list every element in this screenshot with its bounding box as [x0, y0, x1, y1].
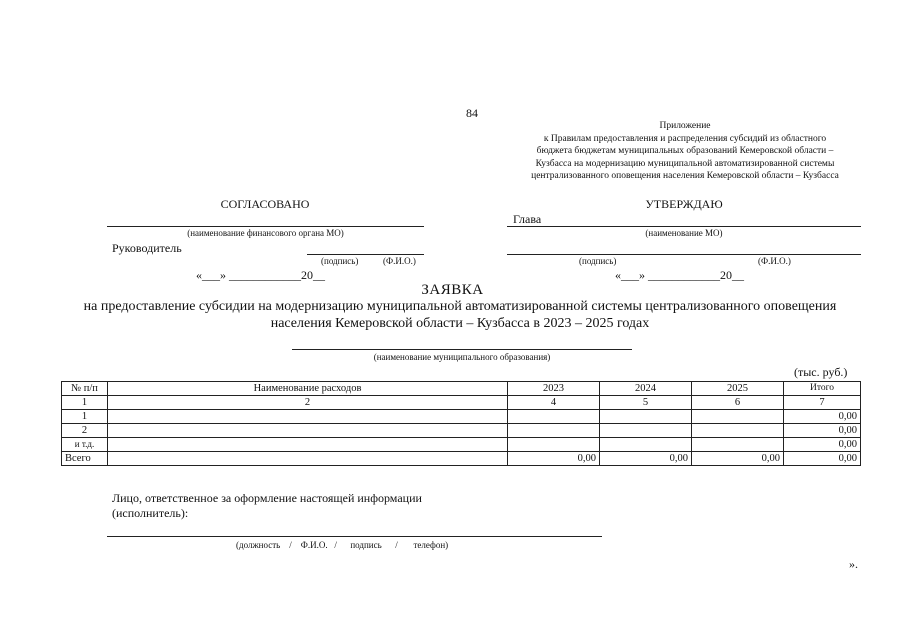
header-cell-2025: 2025	[692, 382, 784, 396]
document-title: ЗАЯВКА	[421, 282, 484, 298]
left-sign-line	[307, 254, 424, 255]
expenses-table	[61, 381, 861, 466]
mo-name-line	[507, 226, 861, 227]
appendix-line: централизованного оповещения населения Кемеровской области – Кузбасса	[531, 171, 839, 181]
left-fio-caption: (Ф.И.О.)	[383, 256, 416, 266]
table-cell: 0,00	[784, 438, 861, 452]
total-row	[62, 452, 861, 466]
table-cell	[508, 424, 600, 438]
total-label: Всего	[62, 452, 108, 466]
table-cell	[692, 424, 784, 438]
table-cell: 1	[62, 396, 108, 410]
table-cell	[108, 424, 508, 438]
table-row	[62, 410, 861, 424]
responsible-caption: (должность / Ф.И.О. / подпись / телефон)	[236, 540, 449, 550]
header-cell-name: Наименование расходов	[108, 382, 508, 396]
column-number-row	[62, 396, 861, 410]
closing-quote: ».	[849, 557, 858, 571]
table-cell: 1	[62, 410, 108, 424]
header-cell-2023: 2023	[508, 382, 600, 396]
fin-org-caption: (наименование финансового органа МО)	[187, 228, 344, 238]
table-cell	[600, 410, 692, 424]
mo-name-caption: (наименование МО)	[645, 228, 723, 238]
header-cell-2024: 2024	[600, 382, 692, 396]
responsible-line-2: (исполнитель):	[112, 506, 189, 520]
approval-heading: СОГЛАСОВАНО	[220, 197, 310, 211]
appendix-line: к Правилам предоставления и распределения субсидий из областного	[543, 133, 827, 144]
responsible-line-1: Лицо, ответственное за оформление настоящей информации	[112, 491, 422, 505]
table-cell	[508, 410, 600, 424]
table-cell: 5	[600, 396, 692, 410]
table-cell: 0,00	[784, 410, 861, 424]
approve-heading: УТВЕРЖДАЮ	[645, 197, 723, 211]
page-number: 84	[466, 106, 478, 120]
responsible-signature-line	[107, 536, 602, 537]
appendix-line: Приложение	[659, 121, 711, 131]
table-cell: 2	[108, 396, 508, 410]
municipality-caption: (наименование муниципального образования)	[373, 352, 551, 362]
right-fio-caption: (Ф.И.О.)	[758, 256, 791, 266]
table-row	[62, 438, 861, 452]
table-cell: 2	[62, 424, 108, 438]
table-header-row	[62, 382, 861, 396]
right-sign-line	[507, 254, 861, 255]
table-cell: 6	[692, 396, 784, 410]
document-subtitle: на предоставление субсидии на модернизацию муниципальной автоматизированной системы централизованного оповещения населения Кемеровской области – Кузбасса в 2023 – 2025 годах	[83, 299, 837, 331]
table-cell	[600, 424, 692, 438]
table-cell	[600, 438, 692, 452]
table-cell: и т.д.	[62, 438, 108, 452]
left-sign-caption: (подпись)	[321, 256, 359, 266]
table-cell: 0,00	[784, 424, 861, 438]
municipality-line	[292, 349, 632, 350]
units-label: (тыс. руб.)	[794, 365, 848, 379]
right-sign-caption: (подпись)	[579, 256, 617, 266]
header-cell-number: № п/п	[62, 382, 108, 396]
right-date: «___» ____________20__	[615, 268, 744, 282]
table-cell	[692, 438, 784, 452]
header-cell-total: Итого	[784, 382, 861, 396]
total-2025: 0,00	[692, 452, 784, 466]
head-position: Руководитель	[112, 241, 182, 255]
head-title: Глава	[513, 212, 542, 226]
appendix-line: бюджета бюджетам муниципальных образований Кемеровской области –	[536, 146, 834, 156]
total-2023: 0,00	[508, 452, 600, 466]
table-cell: 7	[784, 396, 861, 410]
table-row	[62, 424, 861, 438]
left-date: «___» ____________20__	[196, 268, 325, 282]
table-cell	[108, 410, 508, 424]
table-cell	[108, 438, 508, 452]
fin-org-line	[107, 226, 424, 227]
table-cell: 4	[508, 396, 600, 410]
table-cell	[692, 410, 784, 424]
total-2024: 0,00	[600, 452, 692, 466]
table-cell	[108, 452, 508, 466]
total-sum: 0,00	[784, 452, 861, 466]
appendix-note	[500, 120, 870, 183]
appendix-line: Кузбасса на модернизацию муниципальной автоматизированной системы	[535, 158, 835, 169]
table-cell	[508, 438, 600, 452]
